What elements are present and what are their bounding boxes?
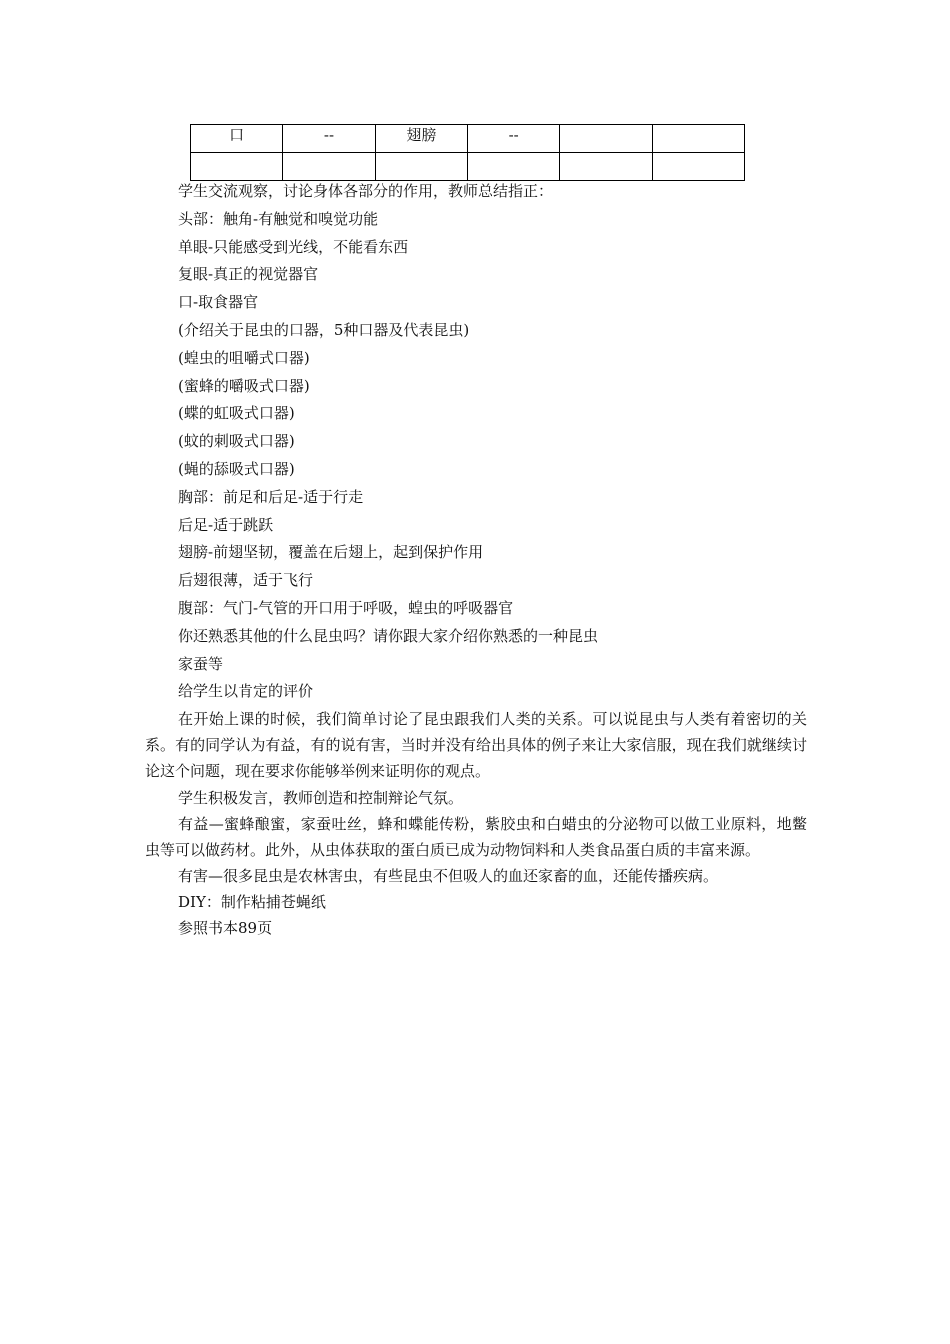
text-line: 单眼-只能感受到光线，不能看东西	[178, 237, 409, 256]
text-line: 复眼-真正的视觉器官	[178, 265, 319, 284]
table-cell	[191, 153, 283, 181]
paragraph-benefit: 有益—蜜蜂酿蜜，家蚕吐丝，蜂和蝶能传粉，紫胶虫和白蜡虫的分泌物可以做工业原料，地鳖虫等可以做药材。此外，从虫体获取的蛋白质已成为动物饲料和人类食品蛋白质的丰富来源。	[145, 815, 807, 860]
table-cell: --	[283, 125, 375, 153]
table-cell: 翅膀	[375, 125, 467, 153]
table-cell	[560, 125, 652, 153]
insect-parts-table	[190, 124, 745, 181]
text-line: 口-取食器官	[178, 293, 259, 312]
text-line: 胸部：前足和后足-适于行走	[178, 487, 364, 506]
text-line: 你还熟悉其他的什么昆虫吗？请你跟大家介绍你熟悉的一种昆虫	[178, 626, 599, 645]
table-cell	[375, 153, 467, 181]
text-line: (蝗虫的咀嚼式口器)	[178, 348, 310, 367]
table-cell: 口	[191, 125, 283, 153]
table-row	[191, 125, 745, 153]
text-line: (蝶的虹吸式口器)	[178, 404, 295, 423]
text-line: 翅膀-前翅坚韧，覆盖在后翅上，起到保护作用	[178, 543, 484, 562]
text-line: (蝇的舔吸式口器)	[178, 459, 295, 478]
text-line: (蚊的刺吸式口器)	[178, 432, 295, 451]
table-cell: --	[467, 125, 559, 153]
text-line: 给学生以肯定的评价	[178, 682, 314, 701]
text-line: (蜜蜂的嚼吸式口器)	[178, 376, 310, 395]
document-body	[145, 178, 807, 941]
paragraph-speak: 学生积极发言，教师创造和控制辩论气氛。	[178, 789, 464, 808]
text-line: 学生交流观察，讨论身体各部分的作用，教师总结指正：	[178, 182, 554, 200]
text-line: 头部：触角-有触觉和嗅觉功能	[178, 209, 379, 228]
paragraph-harm: 有害—很多昆虫是农林害虫，有些昆虫不但吸人的血还家畜的血，还能传播疾病。	[178, 867, 719, 886]
table-cell	[560, 153, 652, 181]
table-cell	[652, 153, 744, 181]
text-line: 家蚕等	[178, 654, 224, 673]
paragraph-reference: 参照书本89页	[178, 919, 273, 938]
table-cell	[652, 125, 744, 153]
text-line: 后足-适于跳跃	[178, 515, 274, 534]
text-line: (介绍关于昆虫的口器，5种口器及代表昆虫)	[178, 320, 470, 339]
table-cell	[467, 153, 559, 181]
text-line: 腹部：气门-气管的开口用于呼吸，蝗虫的呼吸器官	[178, 598, 514, 617]
text-line: 后翅很薄，适于飞行	[178, 571, 314, 590]
table-row	[191, 153, 745, 181]
paragraph-diy: DIY：制作粘捕苍蝇纸	[178, 893, 326, 912]
table-cell	[283, 153, 375, 181]
paragraph-relation: 在开始上课的时候，我们简单讨论了昆虫跟我们人类的关系。可以说昆虫与人类有着密切的关系。有的同学认为有益，有的说有害，当时并没有给出具体的例子来让大家信服，现在我们就继续讨论这个问题，现在要求你能够举例来证明你的观点。	[145, 710, 807, 781]
